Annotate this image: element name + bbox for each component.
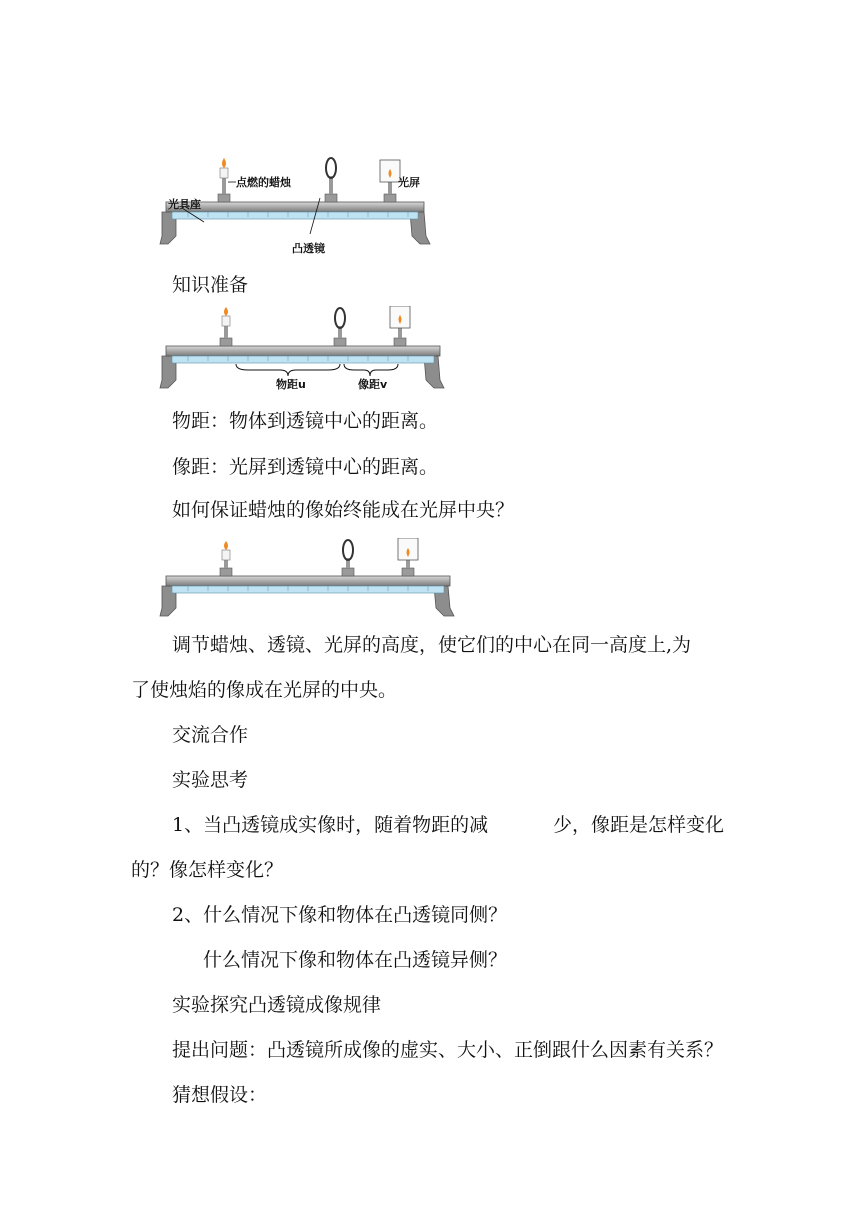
label-convex-lens: 凸透镜 xyxy=(292,242,325,255)
definition-object-distance: 物距：物体到透镜中心的距离。 xyxy=(172,410,439,432)
label-light-screen: 光屏 xyxy=(398,176,420,189)
answer-line-2: 了使烛焰的像成在光屏的中央。 xyxy=(131,679,398,701)
label-optical-bench: 光具座 xyxy=(168,198,201,211)
optical-bench-figure-labeled xyxy=(158,156,448,260)
heading-exchange-cooperation: 交流合作 xyxy=(172,724,249,746)
optical-bench-figure-distances xyxy=(158,306,448,398)
question-1-line-1a: 1、当凸透镜成实像时，随着物距的减 xyxy=(172,814,489,836)
hypothesis-label: 猜想假设： xyxy=(172,1084,268,1106)
question-1-line-2: 的？像怎样变化？ xyxy=(131,859,284,881)
question-center-image: 如何保证蜡烛的像始终能成在光屏中央？ xyxy=(172,499,515,521)
label-lit-candle: 点燃的蜡烛 xyxy=(236,176,291,189)
label-image-distance: 像距v xyxy=(358,378,388,391)
answer-line-1: 调节蜡烛、透镜、光屏的高度，使它们的中心在同一高度上,为 xyxy=(172,634,692,656)
optical-bench-figure-plain xyxy=(158,538,458,620)
definition-image-distance: 像距：光屏到透镜中心的距离。 xyxy=(172,456,439,478)
heading-explore-imaging-rules: 实验探究凸透镜成像规律 xyxy=(172,994,382,1016)
question-1-line-1b: 少，像距是怎样变化 xyxy=(553,814,725,836)
propose-question: 提出问题：凸透镜所成像的虚实、大小、正倒跟什么因素有关系？ xyxy=(172,1039,724,1061)
heading-knowledge-prep: 知识准备 xyxy=(172,274,249,296)
label-object-distance: 物距u xyxy=(276,378,306,391)
heading-experiment-thinking: 实验思考 xyxy=(172,769,249,791)
question-2-line-2: 什么情况下像和物体在凸透镜异侧？ xyxy=(203,949,508,971)
question-2-line-1: 2、什么情况下像和物体在凸透镜同侧？ xyxy=(172,904,508,926)
